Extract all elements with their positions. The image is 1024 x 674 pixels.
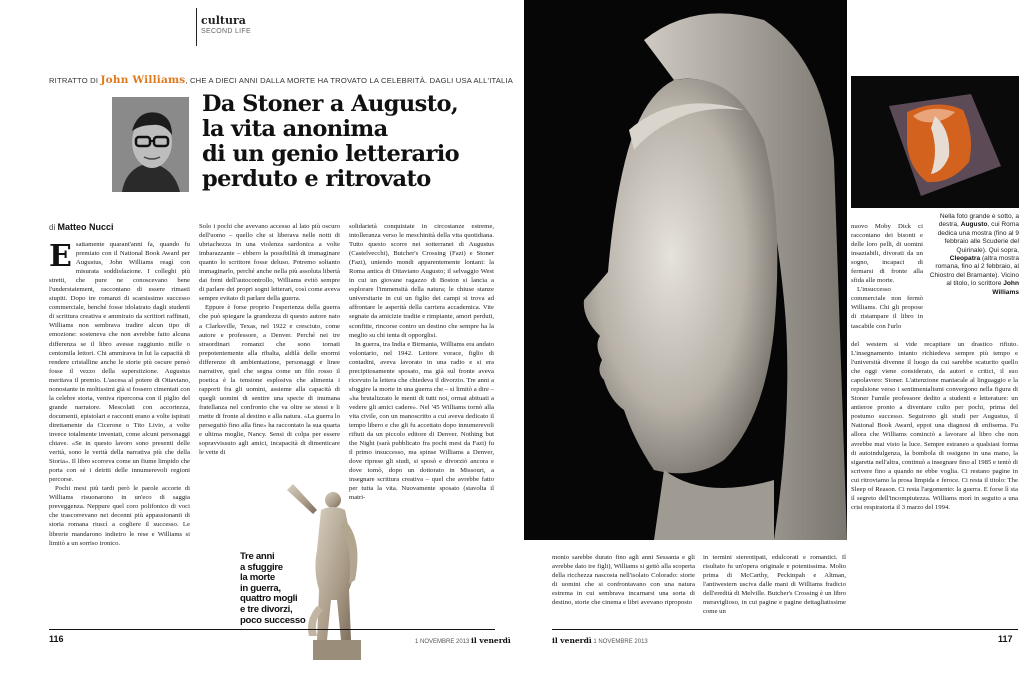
headline-line-4: perduto e ritrovato bbox=[202, 166, 431, 192]
section-subtitle: SECOND LIFE bbox=[201, 28, 251, 35]
article-column-6 bbox=[851, 222, 923, 340]
caption-augusto: Augusto bbox=[960, 221, 988, 229]
drop-cap: E bbox=[49, 240, 72, 274]
caption-line-2: , cui Roma dedica una mostra (fino al 9 febbraio alle Scuderie del Quirinale). bbox=[937, 221, 1019, 254]
col4-paragraph-1: monio sarebbe durato fino agli anni Sessanta e gli avrebbe dato tre figli), Williams si gettò alla scoperta della ricchezza nascosta nell'isolato Colorado: storie di uomini che si confrontavano con una natura estrema in cui sembrava incarnarsi una sorta di destino, storie che cinema e libri avevano riproposto bbox=[552, 554, 695, 607]
caption-line-4: (altra mostra romana, fino al 2 febbraio, al Chiostro del Bramante). Vicino al titolo, lo scrittore bbox=[929, 255, 1019, 288]
quote-line-7: poco successo bbox=[240, 614, 306, 626]
byline bbox=[49, 222, 113, 232]
headline bbox=[202, 92, 512, 192]
kicker bbox=[49, 74, 519, 86]
col2-paragraph-2: Eppure è forse proprio l'esperienza della guerra che può spiegare la grandezza di questo autore nato a Clarksville, Texas, nel 1922 e cresciuto, come autore e professore, a Denver. Perché nei tre straordinari romanzi che sono tornati prepotentemente alla ribalta, aldilà delle enormi differenze di ambientazione, personaggi e linee narrative, quel che segna come un filo rosso il poetica è la tensione esplosiva che alimenta i rapporti fra gli uomini, assieme alla capacità di quegli uomini di sentire una specie di inumana fratellanza nel confronto che va oltre se stessi e li mette di fronte al destino e alla natura. «La guerra lo perseguitò fino alla fine» ha raccontato la sua quarta e ultima moglie, Nancy. Sensi di colpa per essere sopravvissuto agli amici, incapacità di dimenticare le vette di bbox=[199, 304, 340, 457]
page-number-left: 116 bbox=[49, 634, 64, 644]
quote-line-6: e tre divorzi, bbox=[240, 603, 293, 615]
augustus-statue-image bbox=[283, 480, 391, 663]
col6-paragraph-1: nuovo Moby Dick ci raccontano dei bisonti e delle loro pelli, di uomini insaziabili, divorati da un sogno, incapaci di fermarsi di fronte alla sfida alle morte. bbox=[851, 223, 923, 285]
article-column-5 bbox=[703, 553, 846, 625]
footer-left-date: 1 NOVEMBRE 2013 bbox=[415, 639, 470, 645]
augustus-bust-photo bbox=[524, 0, 847, 540]
page-number-right: 117 bbox=[998, 634, 1013, 644]
article-column-7 bbox=[851, 340, 1018, 625]
footer-left-brand: il venerdì bbox=[471, 636, 511, 645]
headline-line-3: di un genio letterario bbox=[202, 141, 460, 167]
quote-line-1: Tre anni bbox=[240, 551, 275, 562]
col3-paragraph-2: In guerra, tra India e Birmania, Williams era andato volontario, nel 1942. Lettore vorace, figlio di contadini, aveva lavorato in una radio e si era precipitosamente sposato, ma già sul fronte aveva ricevuto la lettera che chiedeva il divorzio. Tre anni a sfuggire la morte in una guerra che – si limitò a dire – «ha brutalizzato le menti di tutti noi, ormai abituati a vedere gli amici cadere». Nel '45 Williams tornò alla vita civile, con un manoscritto a cui aveva dedicato il tempo libero e che gli fu accettato dopo innumerevoli rifiuti da un piccolo editore di Denver. Nothing but the Night (sarà pubblicato fra pochi mesi da Fazi) fu il primo insuccesso, ma spinse Williams a Denver, dove riprese gli studi, si sposò e divorziò ancora e dove tornò, dopo un dottorato in Missouri, a insegnare scrittura creativa – quel che avrebbe fatto per tutta la vita. Nuovamente sposato (stavolta il matri- bbox=[349, 340, 494, 502]
section-name: cultura bbox=[201, 14, 246, 27]
footer-rule-left bbox=[49, 629, 495, 630]
col1-paragraph-2: Pochi mesi più tardi però le parole accorte di Williams risuonarono in un'eco di saggia preveggenza. Neppure quel coro polifonico di voci che trascorrevano nei decenni più appassionanti di storia romana riuscì a cogliere il successo. Le librerie mandarono indietro le rese e Williams si limitò a un sorriso ironico. bbox=[49, 485, 190, 547]
footer-right-brand: il venerdì bbox=[552, 636, 592, 645]
quote-line-5: quattro mogli bbox=[240, 593, 298, 605]
kicker-author: John Williams bbox=[100, 74, 186, 86]
col2-paragraph-1: Solo i pochi che avevano accesso al lato più oscuro dell'uomo – quello che si liberava nelle notti di ubriachezza in una violenza sardonica a volte imbarazzante – ebbero la possibilità di immaginare quanto lo scrittore fosse deluso. Potremo soltanto immaginarlo, perché anche nella più assoluta libertà dai freni dell'autocontrollo, Williams evitò sempre di parlare dei propri sogni letterari, così come aveva sempre evitato di parlare della guerra. bbox=[199, 223, 340, 303]
photo-caption bbox=[925, 213, 1019, 297]
footer-right-date: 1 NOVEMBRE 2013 bbox=[593, 639, 648, 645]
col3-paragraph-1: solidarietà conquistate in circostanze estreme, intolleranza verso le meschinità della vita quotidiana. Tutto questo scorre nei sotterranei di Augustus (Castelvecchi), Butcher's Crossing (Fazi) e Stoner (Fazi), uniendo mondi apparentemente lontani: la Roma antica di Ottaviano Augusto; il selvaggio West in cui un giovane ragazzo di Boston si lancia a esplorare l'immensità della natura; le chiuse stanze universitarie in cui un figlio dei campi si trova ad affrontare le asperità della carriera accademica. Vite segnate da amicizie tradite e rimpiante, amori perduti, sconfitte, rincorse contro un destino che sempre ha la meglio su chi tenta di opporglisi. bbox=[349, 223, 494, 339]
section-rule bbox=[196, 8, 197, 46]
quote-line-4: in guerra, bbox=[240, 582, 281, 594]
col5-paragraph-1: in termini stereotipati, edulcorati e romantici. Il risultato fu un'opera originale e potentissima. Molto prima di McCarthy, Peckinpah e Altman, l'antiwestern usciva dalle mani di Williams fradicio dell'eredità di Melville. Butcher's Crossing è un libro meraviglioso, in cui pagine e pagine dettagliatissime come un bbox=[703, 554, 846, 616]
section-header bbox=[201, 14, 251, 35]
cleopatra-cameo-image bbox=[851, 76, 1019, 208]
quote-line-3: la morte bbox=[240, 572, 275, 584]
kicker-before: RITRATTO DI bbox=[49, 76, 101, 85]
col6-paragraph-2: L'insuccesso commerciale non fermò Williams. Chi gli propose di ristampare il libro in tascabile con l'urlo bbox=[851, 286, 923, 330]
footer-right bbox=[552, 636, 648, 645]
author-portrait bbox=[112, 97, 189, 192]
byline-prefix: di bbox=[49, 223, 58, 232]
footer-rule-right bbox=[552, 629, 1018, 630]
col7-paragraph-1: del western si vide recapitare un drastico rifiuto. L'insegnamento intanto richiedeva sempre più tempo e l'università divenne il luogo da cui sarebbe scaturito quello che oggi viene considerato, da autori e critici, il suo capolavoro: Stoner. L'attenzione maniacale al linguaggio e la repulsione verso i sentimentalismi convergono nella figura di Stoner l'umile professore dedito a studenti e letterature: un antieroe pronto a diventare culto per pochi, prima del postumo successo. Seguirono gli studi per Augustus, il National Book Award, eppoi una diagnosi di enfisema. Fu allora che Williams cominciò a lavorare al libro che non avrebbe mai visto la luce. Sempre estraneo a qualsiasi forma di autoindulgenza, la bombola di ossigeno in una mano, la sigaretta nell'altra, continuò a insegnare fino al 1985 e tentò di scrivere fino a quando ne ebbe voglia. Ci restano pagine in cui ritroviamo la prosa limpida e feroce. Ci resta il titolo: The Sleep of Reason. Ci resta l'argomento: la guerra. E forse lì sta il segreto dell'incompiutezza. Williams morì in seguito a una crisi respiratoria il 3 marzo del 1994. bbox=[851, 341, 1018, 511]
headline-line-1: Da Stoner a Augusto, bbox=[202, 91, 459, 117]
footer-left bbox=[415, 636, 511, 645]
caption-john-williams: John Williams bbox=[992, 280, 1019, 296]
headline-line-2: la vita anonima bbox=[202, 116, 388, 142]
article-column-4 bbox=[552, 553, 695, 625]
article-column-1 bbox=[49, 240, 190, 625]
byline-name: Matteo Nucci bbox=[57, 222, 114, 232]
col1-paragraph-1: sattamente quarant'anni fa, quando fu premiato con il National Book Award per Augustus, John Williams reagì con misurata soddisfazione. I colleghi più stretti, che pure ne conoscevano bene l'understatement, raccontano di essere rimasti stupiti. Dopo tre romanzi di scarsissimo successo commerciale, benché fosse idolatrato dagli studenti di scrittura creativa e ammirato da scrittori raffinati, Williams non sembrava tradire alcun tipo di emozione: sosteneva che non avrebbe fatto alcuna differenza se il libro avesse raggiunto mille o centomila lettori. Chi ammirava in lui la capacità di rendere cristalline anche le storie più oscure pensò fosse il vezzo della superstizione. Augustus meritava il premio. L'ascesa al potere di Ottaviano, nonostante in moltissimi già si fossero cimentati con la celebre storia, veniva ripercorsa con il piglio del grande narratore. Mescolati con accortezza, documenti, epistolari e racconti erano a volte ispirati direttamente da Cicerone o Tito Livio, a volte invece totalmente inventati, come alcuni personaggi chiave. «Se in questo lavoro sono presenti delle verità, sono le verità della narrativa più che della Storia». Il libro scorreva come un fiume limpido che porta con sé i detriti delle innumerevoli regioni percorse. bbox=[49, 241, 190, 484]
kicker-after: , CHE A DIECI ANNI DALLA MORTE HA TROVATO LA CELEBRITÀ. DAGLI USA ALL'ITALIA bbox=[185, 76, 514, 85]
caption-cleopatra: Cleopatra bbox=[949, 255, 981, 263]
caption-line-1: Nella foto grande e sotto, a destra, bbox=[938, 213, 1019, 229]
caption-line-3: Qui sopra, bbox=[988, 246, 1019, 254]
quote-line-2: a sfuggire bbox=[240, 561, 283, 573]
